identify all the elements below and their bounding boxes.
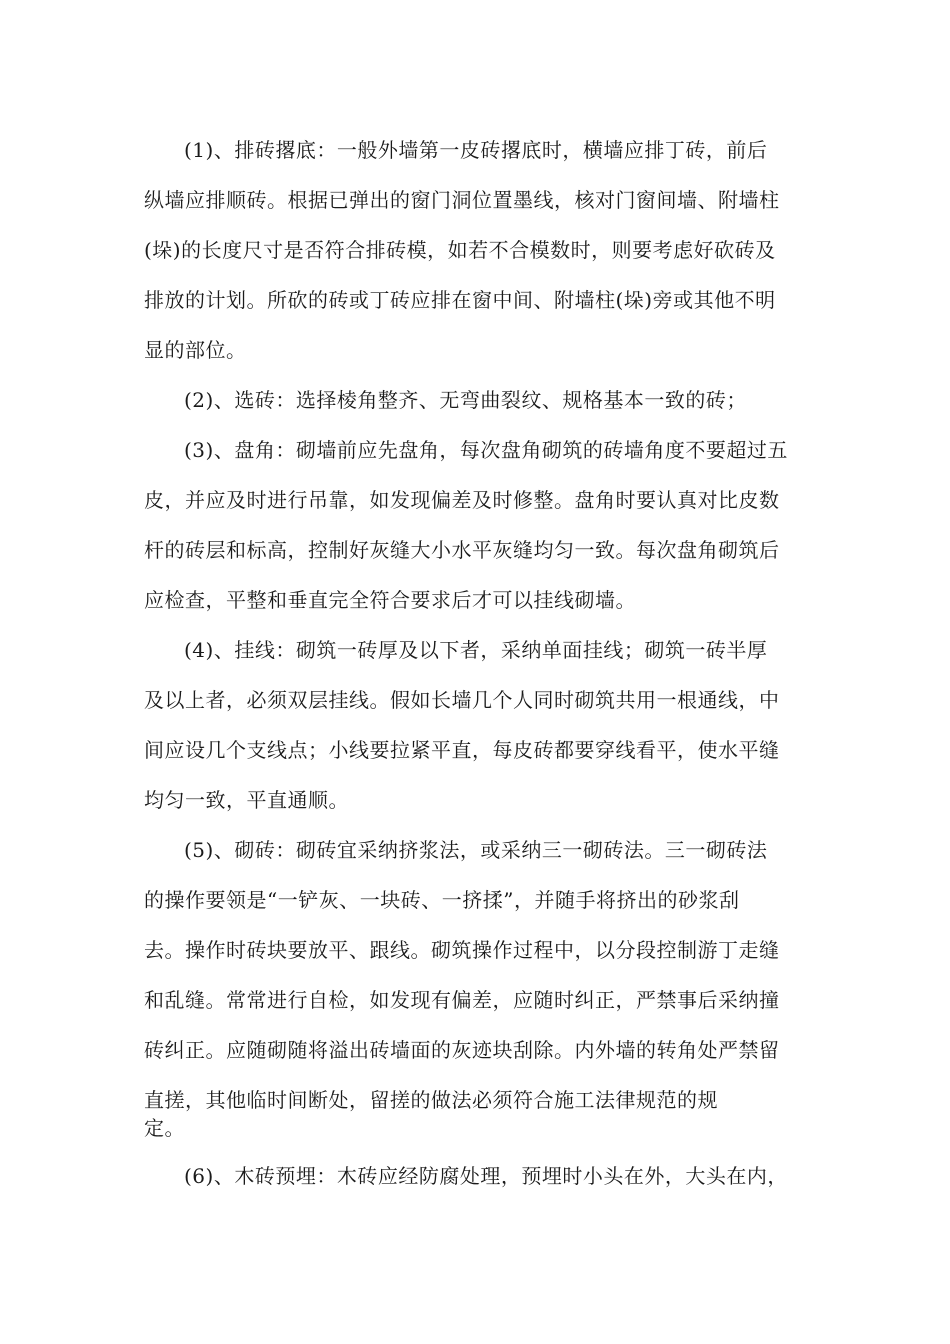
- text-line: 及以上者，必须双层挂线。假如长墙几个人同时砌筑共用一根通线，中: [144, 688, 780, 712]
- text-line: 砖纠正。应随砌随将溢出砖墙面的灰迹块刮除。内外墙的转角处严禁留: [144, 1038, 780, 1062]
- text-line: 间应设几个支线点；小线要拉紧平直，每皮砖都要穿线看平，使水平缝: [144, 738, 780, 762]
- paragraph-5-bricklaying: [144, 825, 820, 1141]
- paragraph-2-brick-selection: [144, 375, 820, 425]
- text-line: 杆的砖层和标高，控制好灰缝大小水平灰缝均匀一致。每次盘角砌筑后: [144, 538, 780, 562]
- text-line: 去。操作时砖块要放平、跟线。砌筑操作过程中，以分段控制游丁走缝: [144, 938, 780, 962]
- text-line: (2)、选砖：选择棱角整齐、无弯曲裂纹、规格基本一致的砖；: [184, 388, 747, 412]
- paragraph-1-layout: [144, 125, 820, 375]
- text-line: 皮，并应及时进行吊靠，如发现偏差及时修整。盘角时要认真对比皮数: [144, 488, 780, 512]
- text-line: 均匀一致，平直通顺。: [144, 788, 349, 812]
- text-line: 直搓，其他临时间断处，留搓的做法必须符合施工法律规范的规: [144, 1088, 718, 1112]
- text-line: (垛)的长度尺寸是否符合排砖模，如若不合模数时，则要考虑好砍砖及: [144, 238, 776, 262]
- paragraph-4-line-hanging: [144, 625, 820, 825]
- paragraph-3-corner-building: [144, 425, 820, 625]
- text-line: 排放的计划。所砍的砖或丁砖应排在窗中间、附墙柱(垛)旁或其他不明: [144, 288, 776, 312]
- text-line: 纵墙应排顺砖。根据已弹出的窗门洞位置墨线，核对门窗间墙、附墙柱: [144, 188, 780, 212]
- text-line: 应检查，平整和垂直完全符合要求后才可以挂线砌墙。: [144, 588, 636, 612]
- text-line: (1)、排砖撂底：一般外墙第一皮砖撂底时，横墙应排丁砖，前后: [184, 138, 768, 162]
- text-line: 的操作要领是“一铲灰、一块砖、一挤揉”，并随手将挤出的砂浆刮: [144, 888, 740, 912]
- text-line: (3)、盘角：砌墙前应先盘角，每次盘角砌筑的砖墙角度不要超过五: [184, 438, 788, 462]
- text-line: 定。: [144, 1116, 185, 1140]
- document-body: [144, 125, 820, 1201]
- text-line: 和乱缝。常常进行自检，如发现有偏差，应随时纠正，严禁事后采纳撞: [144, 988, 780, 1012]
- text-line: (4)、挂线：砌筑一砖厚及以下者，采纳单面挂线；砌筑一砖半厚: [184, 638, 768, 662]
- text-line: (6)、木砖预埋：木砖应经防腐处理，预埋时小头在外，大头在内，: [184, 1164, 788, 1188]
- text-line: 显的部位。: [144, 338, 247, 362]
- text-line: (5)、砌砖：砌砖宜采纳挤浆法，或采纳三一砌砖法。三一砌砖法: [184, 838, 768, 862]
- paragraph-6-wood-brick-embedding: [144, 1151, 820, 1201]
